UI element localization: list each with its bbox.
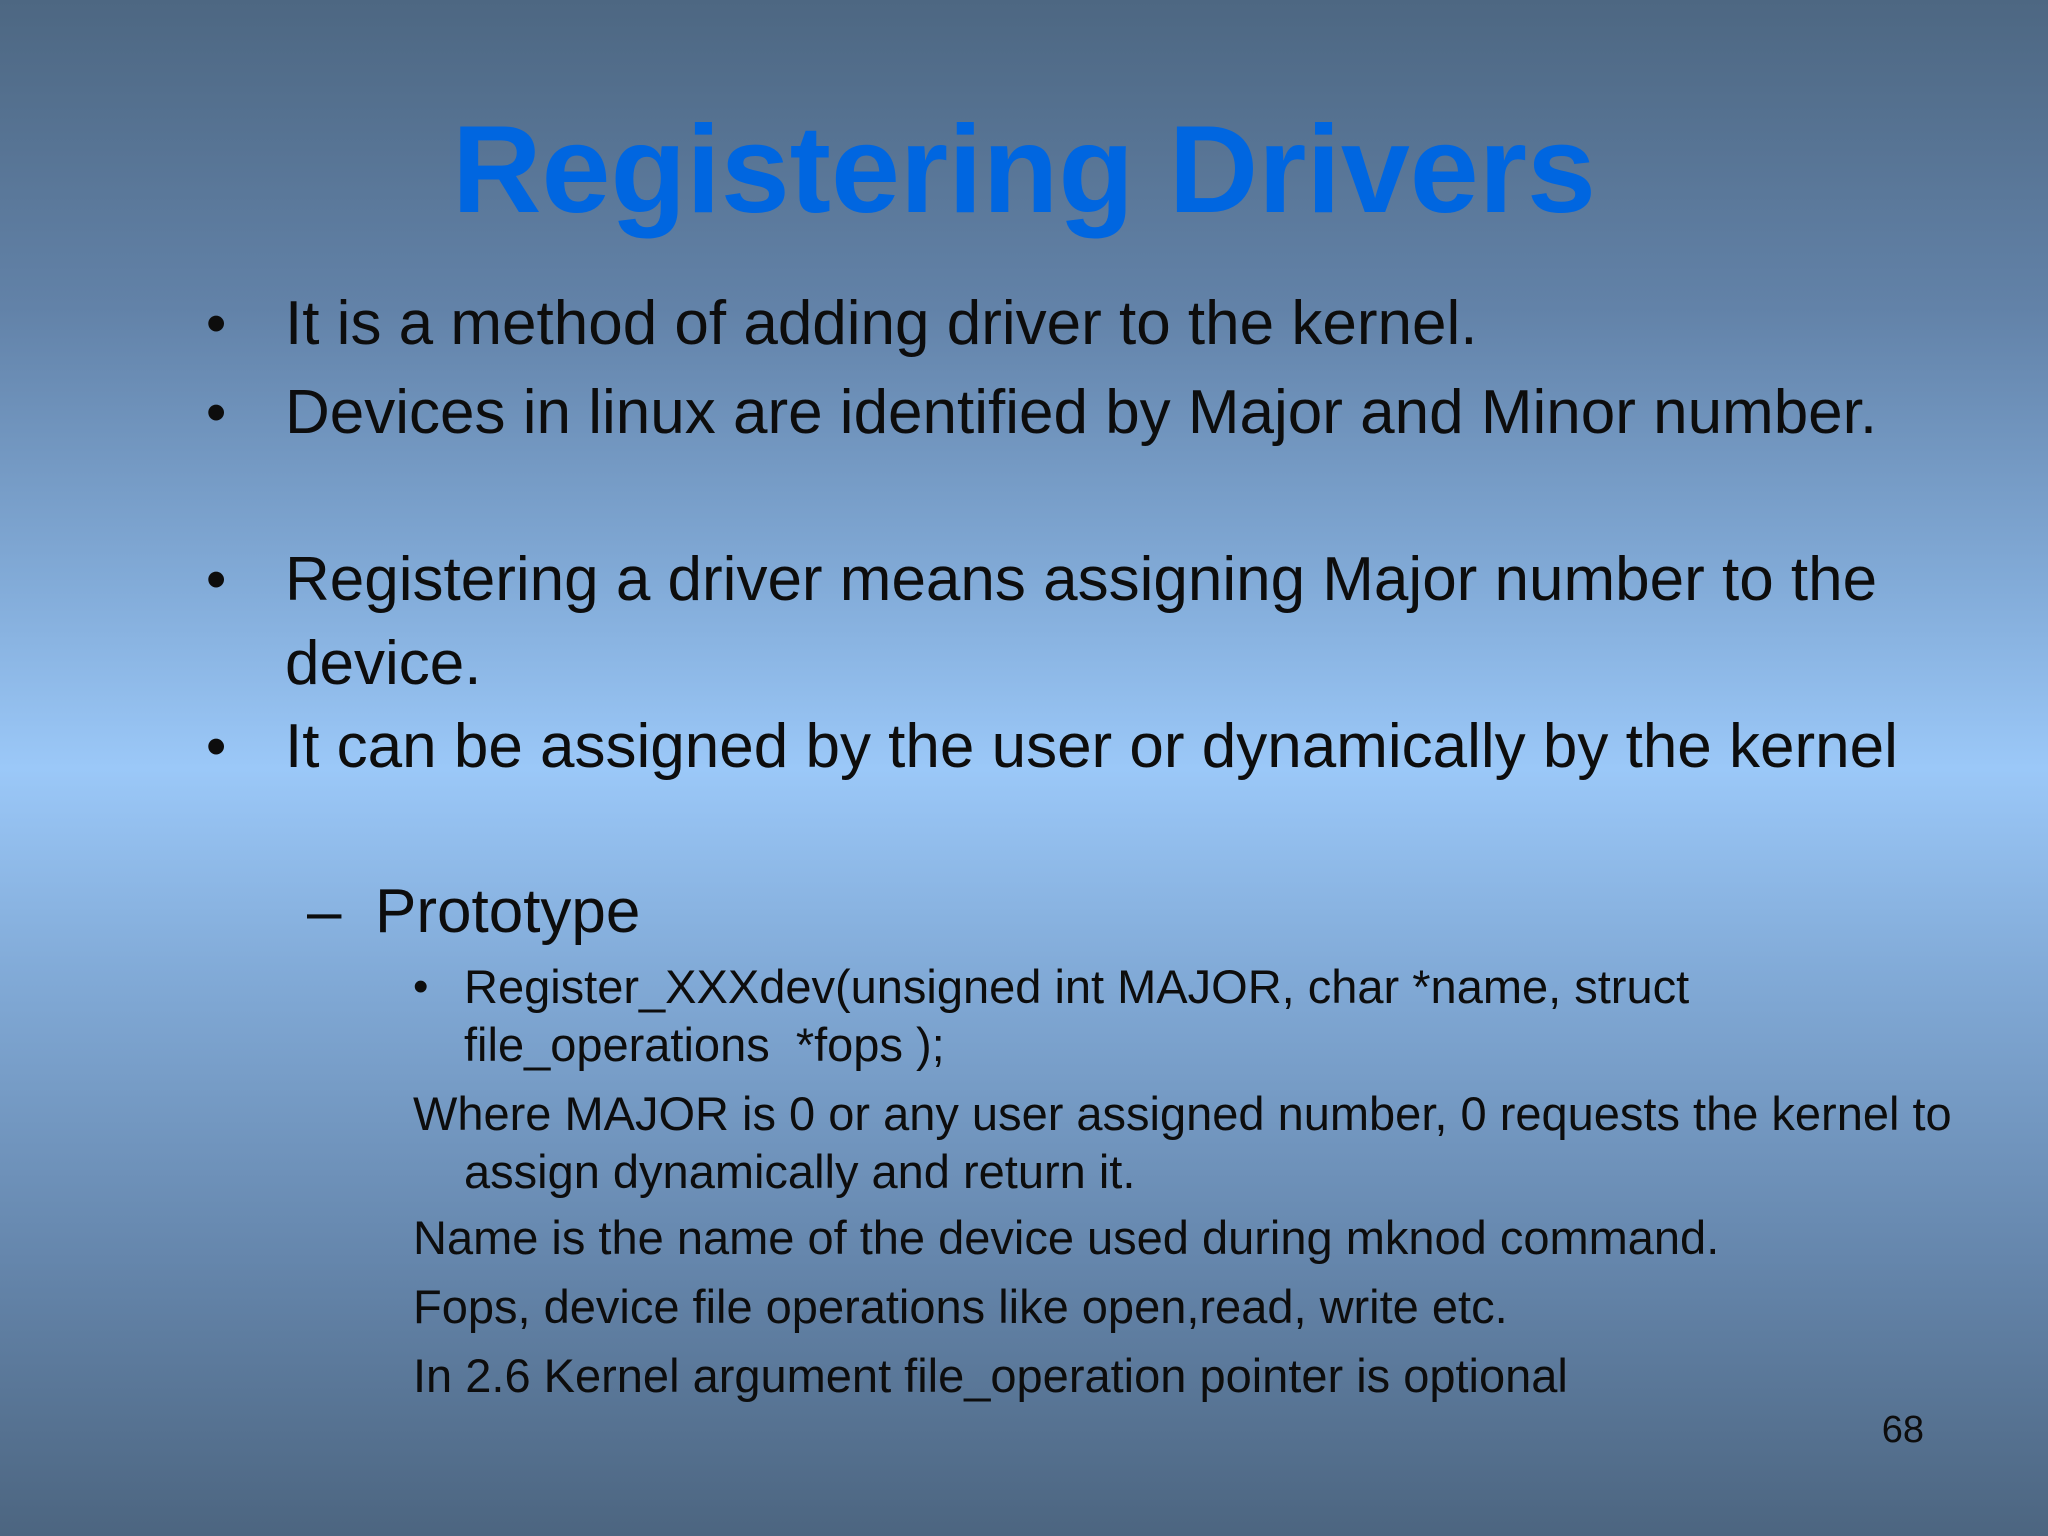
bullet-marker: •: [206, 714, 227, 779]
note-name: Name is the name of the device used during mknod command.: [413, 1211, 1720, 1264]
dash-marker: –: [307, 877, 342, 946]
sub-heading-prototype: Prototype: [375, 877, 641, 946]
bullet-marker: •: [206, 291, 227, 356]
prototype-signature: Register_XXXdev(unsigned int MAJOR, char *name, struct file_operations *fops );: [464, 960, 1703, 1071]
page-number: 68: [1881, 1409, 1924, 1451]
note-major: Where MAJOR is 0 or any user assigned number, 0 requests the kernel to assign dynamically and return it.: [413, 1087, 1952, 1198]
slide-title: Registering Drivers: [452, 101, 1596, 239]
bullet-item-2: Devices in linux are identified by Major and Minor number.: [285, 378, 1878, 447]
bullet-marker: •: [206, 380, 227, 445]
bullet-marker: •: [206, 547, 227, 612]
bullet-item-4: It can be assigned by the user or dynamically by the kernel: [285, 712, 1898, 781]
bullet-marker: •: [413, 962, 429, 1011]
note-kernel-version: In 2.6 Kernel argument file_operation pointer is optional: [413, 1349, 1568, 1402]
bullet-item-1: It is a method of adding driver to the kernel.: [285, 289, 1478, 358]
bullet-item-3: Registering a driver means assigning Major number to the device.: [285, 545, 1878, 698]
note-fops: Fops, device file operations like open,read, write etc.: [413, 1280, 1508, 1333]
